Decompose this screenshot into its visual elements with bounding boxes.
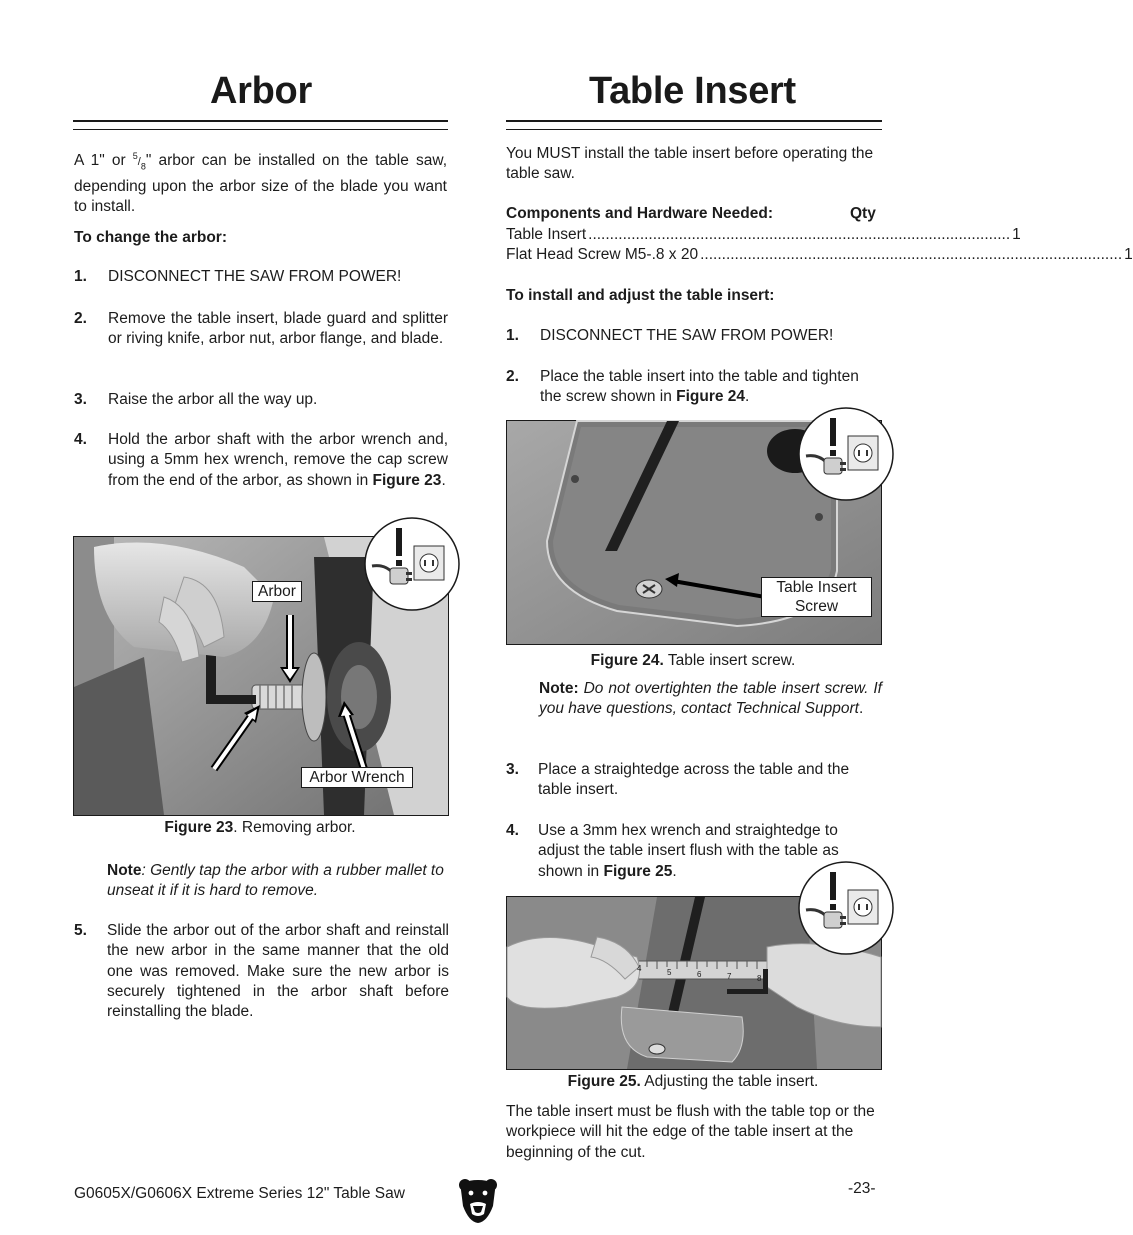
insert-step-2-body: Place the table insert into the table and tighten the screw shown in xyxy=(540,368,859,406)
table-insert-title-rule xyxy=(506,120,882,122)
arbor-intro-start: A 1" or xyxy=(74,152,133,170)
insert-step-4-body: Use a 3mm hex wrench and straightedge to adjust the table insert flush with the table as shown in xyxy=(538,822,839,880)
arbor-title: Arbor xyxy=(210,70,312,112)
figure-25-caption xyxy=(506,1073,880,1091)
figure-23-caption-text: . Removing arbor. xyxy=(233,819,356,836)
figure-24-caption xyxy=(506,652,880,670)
table-insert-note-end: . xyxy=(858,700,864,718)
arbor-step-4-number: 4. xyxy=(74,431,87,448)
arbor-intro: A 1" or $^5/_8$" arbor can be installed on the table saw, depending upon the arbor size of the blade you want to install. xyxy=(74,151,447,215)
table-insert-subheading: To install and adjust the table insert: xyxy=(506,287,775,304)
table-insert-title-rule-thin xyxy=(506,129,882,130)
figure-24-reference: Figure 24 xyxy=(676,388,746,406)
figure-25-reference: Figure 25 xyxy=(603,862,673,880)
fraction-numerator: 5 xyxy=(132,151,138,161)
arbor-note-label: Note xyxy=(107,862,142,879)
arbor-note-text: : Gently tap the arbor with a rubber mallet to unseat it if it is hard to remove. xyxy=(107,862,444,900)
figure-23-caption xyxy=(73,819,447,837)
insert-step-3-number: 3. xyxy=(506,761,519,778)
component-row: Table Insert .................................................................................................. 1 xyxy=(506,225,879,245)
ruler-mark: 8 xyxy=(757,974,762,983)
arbor-step-4-body: Hold the arbor shaft with the arbor wrench and, using a 5mm hex wrench, remove the cap screw from the end of the arbor, as shown in xyxy=(108,431,448,489)
component-row: Flat Head Screw M5-.8 x 20 .................................................................................................. 1 xyxy=(506,245,879,265)
disconnect-power-warning-icon xyxy=(796,860,896,956)
figure-23-wrench-label: Arbor Wrench xyxy=(301,767,413,788)
figure-23-caption-label: Figure 23 xyxy=(164,819,234,836)
arbor-step-5-number: 5. xyxy=(74,922,87,939)
figure-24-caption-text: Table insert screw. xyxy=(663,652,796,669)
arbor-step-4-end: . xyxy=(441,471,446,489)
figure-25-caption-text: Adjusting the table insert. xyxy=(640,1073,819,1090)
component-name: Table Insert xyxy=(506,226,587,243)
table-insert-note xyxy=(539,679,882,720)
insert-step-3-text: Place a straightedge across the table and the table insert. xyxy=(538,761,850,799)
insert-step-4-number: 4. xyxy=(506,822,519,839)
figure-23-reference: Figure 23 xyxy=(372,471,442,489)
table-insert-title: Table Insert xyxy=(589,70,796,112)
table-insert-intro: You MUST install the table insert before operating the table saw. xyxy=(506,145,874,183)
insert-step-2-end: . xyxy=(745,388,750,406)
insert-step-4-end: . xyxy=(672,862,677,880)
components-heading: Components and Hardware Needed: xyxy=(506,205,773,222)
insert-step-2-text xyxy=(540,367,882,408)
arbor-step-5-text: Slide the arbor out of the arbor shaft and reinstall the new arbor in the same manner that the old one was removed. Make sure the new arbor is securely tightened in the arbor shaft before reinstalling the blade. xyxy=(107,922,449,1021)
table-insert-note-label: Note: xyxy=(539,680,579,697)
figure-24-label-line2: Screw xyxy=(794,598,839,615)
arbor-intro-end: " arbor can be installed on the table saw, depending upon the arbor size of the blade you want to install. xyxy=(74,152,447,215)
disconnect-power-warning-icon xyxy=(796,406,896,502)
ruler-mark: 7 xyxy=(727,972,732,981)
arbor-step-2-number: 2. xyxy=(74,310,87,327)
arbor-title-rule xyxy=(73,120,448,122)
ruler-mark: 5 xyxy=(667,968,672,977)
disconnect-power-warning-icon xyxy=(362,516,462,612)
figure-25-caption-label: Figure 25. xyxy=(567,1073,641,1090)
ruler-mark: 4 xyxy=(637,964,642,973)
component-qty: 1 xyxy=(1124,246,1133,263)
arbor-step-3-text: Raise the arbor all the way up. xyxy=(108,391,318,408)
figure-24-screw-label xyxy=(761,577,872,617)
insert-step-1-number: 1. xyxy=(506,327,519,344)
ruler-mark: 6 xyxy=(697,970,702,979)
figure-24-label-line1: Table Insert xyxy=(776,579,857,596)
figure-23-arbor-label: Arbor xyxy=(252,581,302,602)
insert-step-2-number: 2. xyxy=(506,368,519,385)
arbor-step-1-text: DISCONNECT THE SAW FROM POWER! xyxy=(108,268,402,285)
arbor-step-2-text: Remove the table insert, blade guard and splitter or riving knife, arbor nut, arbor flange, and blade. xyxy=(108,310,448,348)
arbor-title-rule-thin xyxy=(73,129,448,130)
arbor-step-1-number: 1. xyxy=(74,268,87,285)
figure-24-caption-label: Figure 24. xyxy=(590,652,664,669)
bear-logo-icon xyxy=(457,1176,499,1224)
insert-step-1-text: DISCONNECT THE SAW FROM POWER! xyxy=(540,327,834,344)
arbor-note xyxy=(107,861,449,902)
arbor-step-3-number: 3. xyxy=(74,391,87,408)
component-qty: 1 xyxy=(1012,226,1021,243)
footer-model: G0605X/G0606X Extreme Series 12" Table Saw xyxy=(74,1185,405,1202)
table-insert-closing: The table insert must be flush with the table top or the workpiece will hit the edge of the table insert at the beginning of the cut. xyxy=(506,1103,875,1161)
footer-page-number: -23- xyxy=(848,1180,876,1197)
qty-heading: Qty xyxy=(850,205,876,222)
arbor-step-4-text xyxy=(108,430,448,491)
component-name: Flat Head Screw M5-.8 x 20 xyxy=(506,246,699,263)
arbor-subheading: To change the arbor: xyxy=(74,229,228,246)
table-insert-note-text: Do not overtighten the table insert screw. If you have questions, contact Technical Support xyxy=(539,680,882,718)
fraction-denominator: 8 xyxy=(140,161,146,172)
